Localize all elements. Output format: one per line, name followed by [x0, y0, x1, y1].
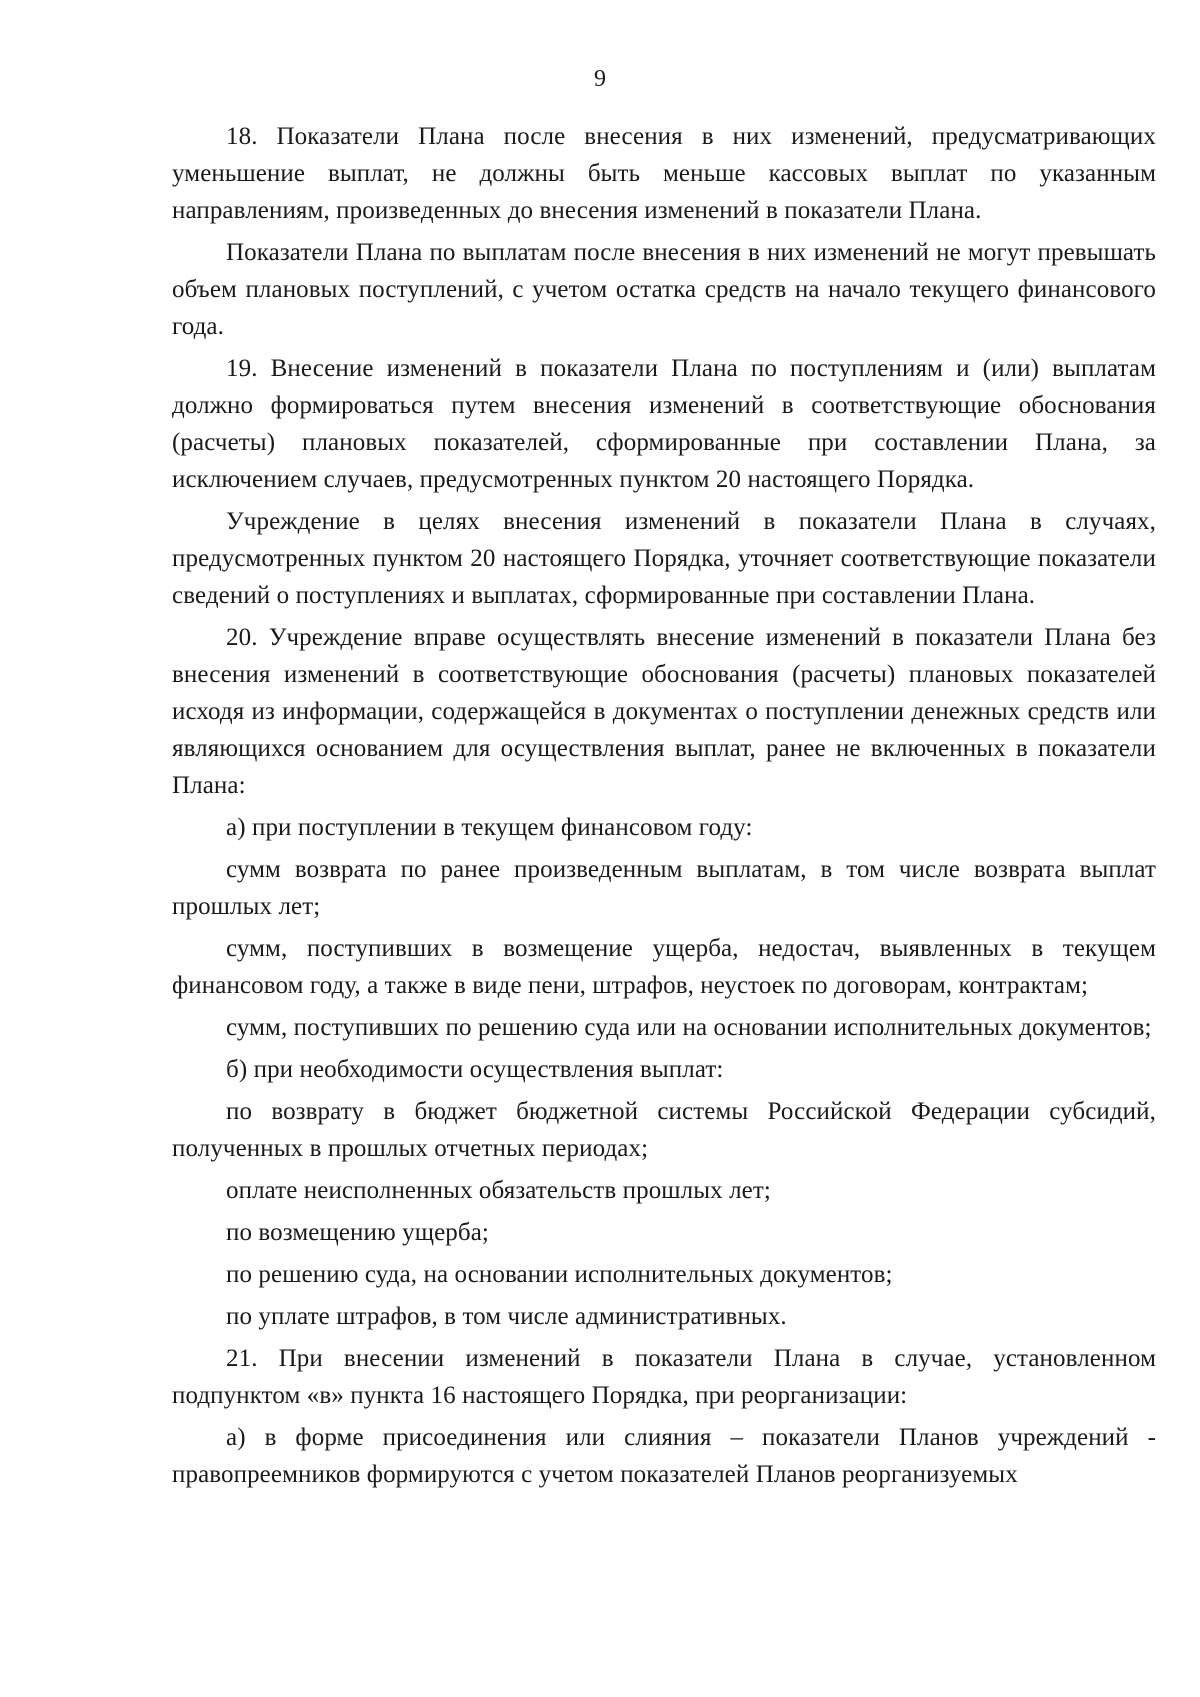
list-item: сумм возврата по ранее произведенным выплатам, в том числе возврата выплат прошлых лет; — [172, 856, 1156, 920]
paragraph-19: 19. Внесение изменений в показатели Плана по поступлениям и (или) выплатам должно формироваться путем внесения изменений в соответствующие обоснования (расчеты) плановых показателей, сформированные при составлении Плана, за исключением случаев, предусмотренных пунктом 20 настоящего Порядка. — [172, 355, 1156, 493]
list-item: оплате неисполненных обязательств прошлых лет; — [226, 1177, 771, 1204]
paragraph-20: 20. Учреждение вправе осуществлять внесение изменений в показатели Плана без внесения изменений в соответствующие обоснования (расчеты) плановых показателей исходя из информации, содержащейся в документах о поступлении денежных средств или являющихся основанием для осуществления выплат, ранее не включенных в показатели Плана: — [172, 624, 1156, 799]
list-item: сумм, поступивших по решению суда или на основании исполнительных документов; — [226, 1014, 1152, 1041]
list-item: сумм, поступивших в возмещение ущерба, недостач, выявленных в текущем финансовом году, а также в виде пени, штрафов, неустоек по договорам, контрактам; — [172, 935, 1156, 999]
list-item: по уплате штрафов, в том числе административных. — [226, 1303, 787, 1330]
list-item-a: а) при поступлении в текущем финансовом году: — [226, 814, 753, 841]
list-item: по возврату в бюджет бюджетной системы Российской Федерации субсидий, полученных в прошлых отчетных периодах; — [172, 1098, 1156, 1162]
list-item: по решению суда, на основании исполнительных документов; — [226, 1261, 893, 1288]
document-body — [172, 118, 1156, 1498]
list-item-b: б) при необходимости осуществления выплат: — [226, 1056, 724, 1083]
list-item: по возмещению ущерба; — [226, 1219, 489, 1246]
paragraph-21: 21. При внесении изменений в показатели Плана в случае, установленном подпунктом «в» пункта 16 настоящего Порядка, при реорганизации: — [172, 1345, 1156, 1409]
paragraph-18-cont: Показатели Плана по выплатам после внесения в них изменений не могут превышать объем плановых поступлений, с учетом остатка средств на начало текущего финансового года. — [172, 239, 1156, 340]
paragraph-19-cont: Учреждение в целях внесения изменений в показатели Плана в случаях, предусмотренных пунктом 20 настоящего Порядка, уточняет соответствующие показатели сведений о поступлениях и выплатах, сформированные при составлении Плана. — [172, 508, 1156, 609]
list-item-a: а) в форме присоединения или слияния – показатели Планов учреждений - правопреемников формируются с учетом показателей Планов реорганизуемых — [172, 1424, 1156, 1488]
paragraph-18: 18. Показатели Плана после внесения в них изменений, предусматривающих уменьшение выплат, не должны быть меньше кассовых выплат по указанным направлениям, произведенных до внесения изменений в показатели Плана. — [172, 123, 1156, 224]
page-number: 9 — [594, 66, 606, 92]
